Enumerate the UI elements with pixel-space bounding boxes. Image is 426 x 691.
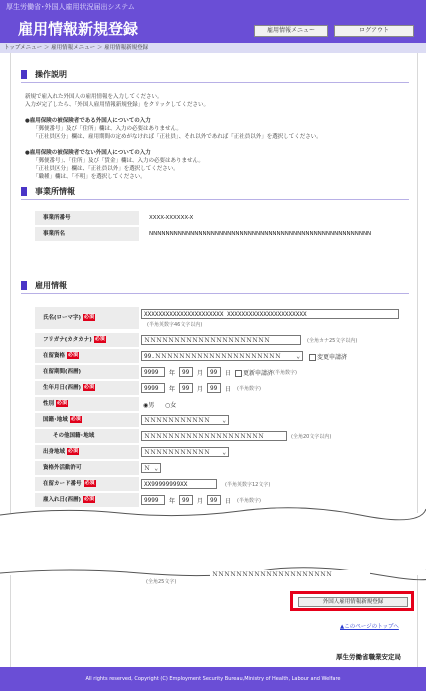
submit-highlight: [290, 591, 414, 611]
office-title: 事業所情報: [35, 187, 75, 196]
instructions-text: [25, 93, 322, 181]
noninsured-heading: ●雇用保険の被保険者でない外国人についての入力: [25, 150, 151, 156]
required-badge: 必須: [57, 400, 68, 406]
month-unit: 月: [197, 386, 204, 393]
partial-field-hint: (全角25文字): [146, 579, 177, 585]
chevron-down-icon: ⌄: [154, 465, 158, 472]
office-number-label: 事業所番号: [35, 211, 139, 225]
sex-female-radio[interactable]: ○女: [165, 402, 177, 409]
required-badge: 必須: [84, 314, 95, 320]
section-divider: [21, 199, 409, 200]
day-unit: 日: [225, 370, 232, 377]
kana-input[interactable]: ＮＮＮＮＮＮＮＮＮＮＮＮＮＮＮＮＮＮＮＮＮ: [141, 335, 301, 345]
hire-day-input[interactable]: 99: [207, 495, 221, 505]
instruction-line: 「郵便番号」、「住所」及び「賃金」欄は、入力の必要はありません。: [33, 158, 204, 164]
required-badge: 必須: [94, 336, 105, 342]
section-divider: [21, 82, 409, 83]
period-label: 在留期間(西暦): [35, 365, 139, 379]
insured-heading: ●雇用保険の被保険者である外国人についての入力: [25, 118, 151, 124]
instruction-line: 新規で雇入れた外国人の雇用情報を入力してください。: [25, 94, 163, 100]
status-label: 在留資格 必須: [35, 349, 139, 363]
chevron-down-icon: ⌄: [296, 353, 300, 360]
halfwidth-hint: (半角数字): [237, 386, 261, 392]
month-unit: 月: [197, 370, 204, 377]
checkbox-icon: [309, 354, 316, 361]
other-nation-label: その他国籍･地域: [35, 429, 139, 443]
status-change-checkbox[interactable]: 変更申請済: [309, 352, 347, 361]
card-hint: (半角英数字12文字): [225, 482, 271, 488]
instruction-line: 「正社員区分」欄は、「正社員以外」を選択してください。: [33, 166, 179, 172]
sex-male-radio[interactable]: ◉男: [143, 402, 155, 409]
employment-menu-button[interactable]: 雇用情報メニュー: [254, 25, 328, 37]
radio-empty-icon: ○: [165, 402, 171, 409]
logout-button[interactable]: ログアウト: [334, 25, 414, 37]
kana-hint: (全角カナ25文字以内): [307, 338, 358, 344]
instruction-line: 「正社員区分」欄は、雇用期間の定めがなければ「正社員」、それ以外であれば「正社員以外」を選択してください。: [33, 134, 322, 140]
checkbox-icon: [235, 370, 242, 377]
required-badge: 必須: [68, 448, 79, 454]
section-marker-icon: [21, 187, 27, 196]
permit-label: 資格外活動許可: [35, 461, 139, 475]
name-label: 氏名(ローマ字) 必須: [35, 307, 139, 329]
renewal-checkbox[interactable]: 更新申請済: [235, 368, 273, 377]
section-divider: [21, 293, 409, 294]
card-label: 在留カード番号 必須: [35, 477, 139, 491]
birth-day-input[interactable]: 99: [207, 383, 221, 393]
status-select[interactable]: 99.ＮＮＮＮＮＮＮＮＮＮＮＮＮＮＮＮＮＮＮＮＮ ⌄: [141, 351, 303, 361]
issuer-label: 出身地域 必須: [35, 445, 139, 459]
period-year-input[interactable]: 9999: [141, 367, 165, 377]
required-badge: 必須: [84, 480, 95, 486]
instruction-line: 入力が完了したら、「外国人雇用情報新規登録」をクリックしてください。: [25, 102, 210, 108]
footer-copyright: All rights reserved, Copyright (C) Employment Security Bureau,Ministry of Health, Labour and Welfare: [0, 667, 426, 691]
card-input[interactable]: XX99999999XX: [141, 479, 217, 489]
section-marker-icon: [21, 281, 27, 290]
other-nation-hint: (全角20文字以内): [291, 434, 332, 440]
instruction-line: 「郵便番号」及び「住所」欄は、入力の必要はありません。: [33, 126, 182, 132]
issuer-select[interactable]: ＮＮＮＮＮＮＮＮＮＮＮ ⌄: [141, 447, 229, 457]
year-unit: 年: [169, 370, 176, 377]
required-badge: 必須: [70, 416, 81, 422]
hire-month-input[interactable]: 99: [179, 495, 193, 505]
system-name: 厚生労働省･外国人雇用状況届出システム: [6, 3, 135, 11]
employment-title: 雇用情報: [35, 281, 67, 290]
halfwidth-hint: (半角数字): [273, 370, 297, 376]
radio-selected-icon: ◉: [143, 402, 149, 409]
birth-month-input[interactable]: 99: [179, 383, 193, 393]
required-badge: 必須: [84, 384, 95, 390]
permit-select[interactable]: Ｎ ⌄: [141, 463, 161, 473]
name-hint: (半角英数字46文字以内): [147, 322, 203, 328]
birth-label: 生年月日(西暦) 必須: [35, 381, 139, 395]
register-employment-button[interactable]: 外国人雇用情報新規登録: [298, 597, 408, 607]
period-month-input[interactable]: 99: [179, 367, 193, 377]
halfwidth-hint: (半角数字): [237, 498, 261, 504]
hire-year-input[interactable]: 9999: [141, 495, 165, 505]
chevron-down-icon: ⌄: [222, 449, 226, 456]
year-unit: 年: [169, 386, 176, 393]
required-badge: 必須: [68, 352, 79, 358]
office-name-label: 事業所名: [35, 227, 139, 241]
day-unit: 日: [225, 498, 232, 505]
name-input[interactable]: XXXXXXXXXXXXXXXXXXXXXX XXXXXXXXXXXXXXXXXXXXXX: [141, 309, 399, 319]
required-badge: 必須: [84, 496, 95, 502]
kana-label: フリガナ(カタカナ) 必須: [35, 333, 139, 347]
bureau-name: 厚生労働省職業安定局: [336, 653, 401, 661]
hire-label: 雇入れ日(西暦) 必須: [35, 493, 139, 507]
office-name-value: NNNNNNNNNNNNNNNNNNNNNNNNNNNNNNNNNNNNNNNNNNNNNNNNNNNNNN: [149, 231, 372, 237]
birth-year-input[interactable]: 9999: [141, 383, 165, 393]
nation-select[interactable]: ＮＮＮＮＮＮＮＮＮＮＮ ⌄: [141, 415, 229, 425]
section-marker-icon: [21, 70, 27, 79]
month-unit: 月: [197, 498, 204, 505]
day-unit: 日: [225, 386, 232, 393]
page-top-link[interactable]: ▲このページのトップへ: [340, 624, 399, 630]
instruction-line: 「職種」欄は、「不明」を選択してください。: [33, 174, 146, 180]
other-nation-input[interactable]: ＮＮＮＮＮＮＮＮＮＮＮＮＮＮＮＮＮＮＮＮ: [141, 431, 287, 441]
period-day-input[interactable]: 99: [207, 367, 221, 377]
partial-field-value: ＮＮＮＮＮＮＮＮＮＮＮＮＮＮＮＮＮＮＮＮ: [210, 570, 370, 580]
sex-label: 性別 必須: [35, 397, 139, 411]
year-unit: 年: [169, 498, 176, 505]
breadcrumb: トップメニュー ＞ 雇用情報メニュー ＞ 雇用情報新規登録: [0, 43, 426, 53]
header-bar: [0, 0, 426, 43]
chevron-down-icon: ⌄: [222, 417, 226, 424]
page-title: 雇用情報新規登録: [18, 20, 139, 38]
nation-label: 国籍･地域 必須: [35, 413, 139, 427]
office-number-value: XXXX-XXXXXX-X: [149, 215, 194, 221]
instructions-title: 操作説明: [35, 70, 67, 79]
